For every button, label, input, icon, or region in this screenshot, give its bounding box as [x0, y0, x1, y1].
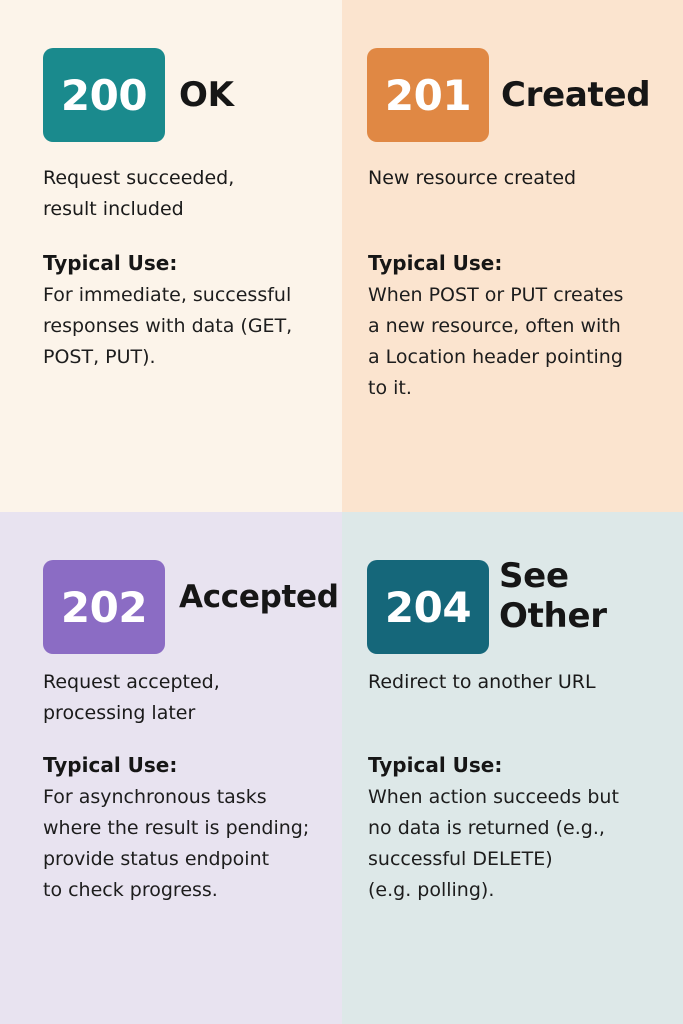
status-card-202: [0, 512, 342, 1024]
typical-use-label: Typical Use:: [368, 753, 503, 777]
status-summary: Request accepted, processing later: [43, 671, 220, 724]
typical-use-label: Typical Use:: [43, 251, 178, 275]
status-summary: Redirect to another URL: [368, 671, 596, 693]
typical-use-text: For immediate, successful responses with data (GET, POST, PUT).: [43, 284, 293, 368]
status-card-201: [342, 0, 683, 512]
status-code-badge: 201: [367, 48, 489, 142]
status-card-200: [0, 0, 342, 512]
status-card-204: [342, 512, 683, 1024]
status-summary: New resource created: [368, 167, 577, 189]
typical-use-section: [43, 752, 328, 906]
status-code-badge: 202: [43, 560, 165, 654]
status-summary: Request succeeded, result included: [43, 167, 235, 220]
status-code-badge: 204: [367, 560, 489, 654]
typical-use-section: [368, 752, 653, 906]
status-code-badge: 200: [43, 48, 165, 142]
status-name: See Other: [499, 556, 607, 636]
typical-use-label: Typical Use:: [43, 753, 178, 777]
typical-use-section: [368, 250, 653, 404]
typical-use-text: When action succeeds but no data is returned (e.g., successful DELETE) (e.g. polling).: [368, 786, 619, 901]
typical-use-text: When POST or PUT creates a new resource, often with a Location header pointing to it.: [368, 284, 624, 399]
status-name: Created: [501, 75, 651, 115]
status-name: OK: [179, 75, 234, 115]
typical-use-label: Typical Use:: [368, 251, 503, 275]
typical-use-section: [43, 250, 328, 373]
status-name: Accepted: [179, 579, 339, 615]
typical-use-text: For asynchronous tasks where the result is pending; provide status endpoint to check progress.: [43, 786, 310, 901]
